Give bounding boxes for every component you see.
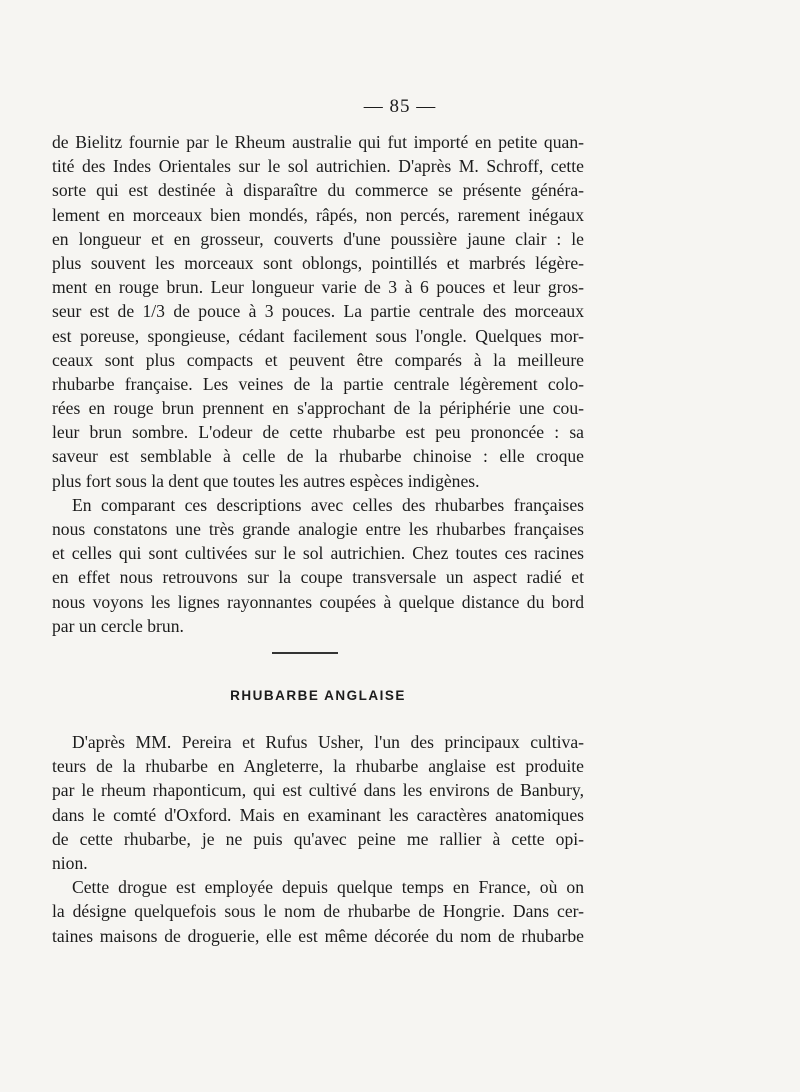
text-line: lement en morceaux bien mondés, râpés, non percés, rarement inégaux xyxy=(52,204,584,225)
text-line: en effet nous retrouvons sur la coupe transversale un aspect radié et xyxy=(52,567,584,588)
text-block-top xyxy=(52,130,584,638)
text-line: est poreuse, spongieuse, cédant facilement sous l'ongle. Quelques mor- xyxy=(52,325,584,346)
text-line: tité des Indes Orientales sur le sol autrichien. D'après M. Schroff, cette xyxy=(52,156,584,177)
text-line: plus souvent les morceaux sont oblongs, pointillés et marbrés légère- xyxy=(52,252,584,273)
text-block-bottom xyxy=(52,730,584,948)
text-line: et celles qui sont cultivées sur le sol autrichien. Chez toutes ces racines xyxy=(52,543,584,564)
text-line: de cette rhubarbe, je ne puis qu'avec peine me rallier à cette opi- xyxy=(52,828,584,849)
text-line: saveur est semblable à celle de la rhubarbe chinoise : elle croque xyxy=(52,446,584,467)
text-line: En comparant ces descriptions avec celles des rhubarbes françaises xyxy=(72,494,584,515)
text-line: rées en rouge brun prennent en s'approchant de la périphérie une cou- xyxy=(52,398,584,419)
text-line: sorte qui est destinée à disparaître du commerce se présente généra- xyxy=(52,180,584,201)
text-line: ment en rouge brun. Leur longueur varie de 3 à 6 pouces et leur gros- xyxy=(52,277,584,298)
page-number: — 85 — xyxy=(363,96,437,117)
text-line: plus fort sous la dent que toutes les autres espèces indigènes. xyxy=(52,470,480,491)
text-line: ceaux sont plus compacts et peuvent être comparés à la meilleure xyxy=(52,349,584,370)
text-line: dans le comté d'Oxford. Mais en examinant les caractères anatomiques xyxy=(52,804,584,825)
section-heading: RHUBARBE ANGLAISE xyxy=(230,688,406,703)
text-line: par un cercle brun. xyxy=(52,615,184,636)
text-line: Cette drogue est employée depuis quelque temps en France, où on xyxy=(72,877,584,898)
text-line: seur est de 1/3 de pouce à 3 pouces. La partie centrale des morceaux xyxy=(52,301,584,322)
text-line: la désigne quelquefois sous le nom de rhubarbe de Hongrie. Dans cer- xyxy=(52,901,584,922)
text-line: rhubarbe française. Les veines de la partie centrale légèrement colo- xyxy=(52,373,584,394)
text-line: en longueur et en grosseur, couverts d'une poussière jaune clair : le xyxy=(52,228,584,249)
text-line: taines maisons de droguerie, elle est même décorée du nom de rhubarbe xyxy=(52,925,584,946)
text-line: leur brun sombre. L'odeur de cette rhubarbe est peu prononcée : sa xyxy=(52,422,584,443)
text-line: par le rheum rhaponticum, qui est cultivé dans les environs de Banbury, xyxy=(52,780,584,801)
text-line: teurs de la rhubarbe en Angleterre, la rhubarbe anglaise est produite xyxy=(52,756,584,777)
section-divider xyxy=(272,652,338,654)
text-line: nion. xyxy=(52,852,88,873)
text-line: de Bielitz fournie par le Rheum australie qui fut importé en petite quan- xyxy=(52,132,584,152)
text-line: nous constatons une très grande analogie entre les rhubarbes françaises xyxy=(52,519,584,539)
text-line: nous voyons les lignes rayonnantes coupées à quelque distance du bord xyxy=(52,591,584,612)
text-line: D'après MM. Pereira et Rufus Usher, l'un des principaux cultiva- xyxy=(72,732,584,752)
